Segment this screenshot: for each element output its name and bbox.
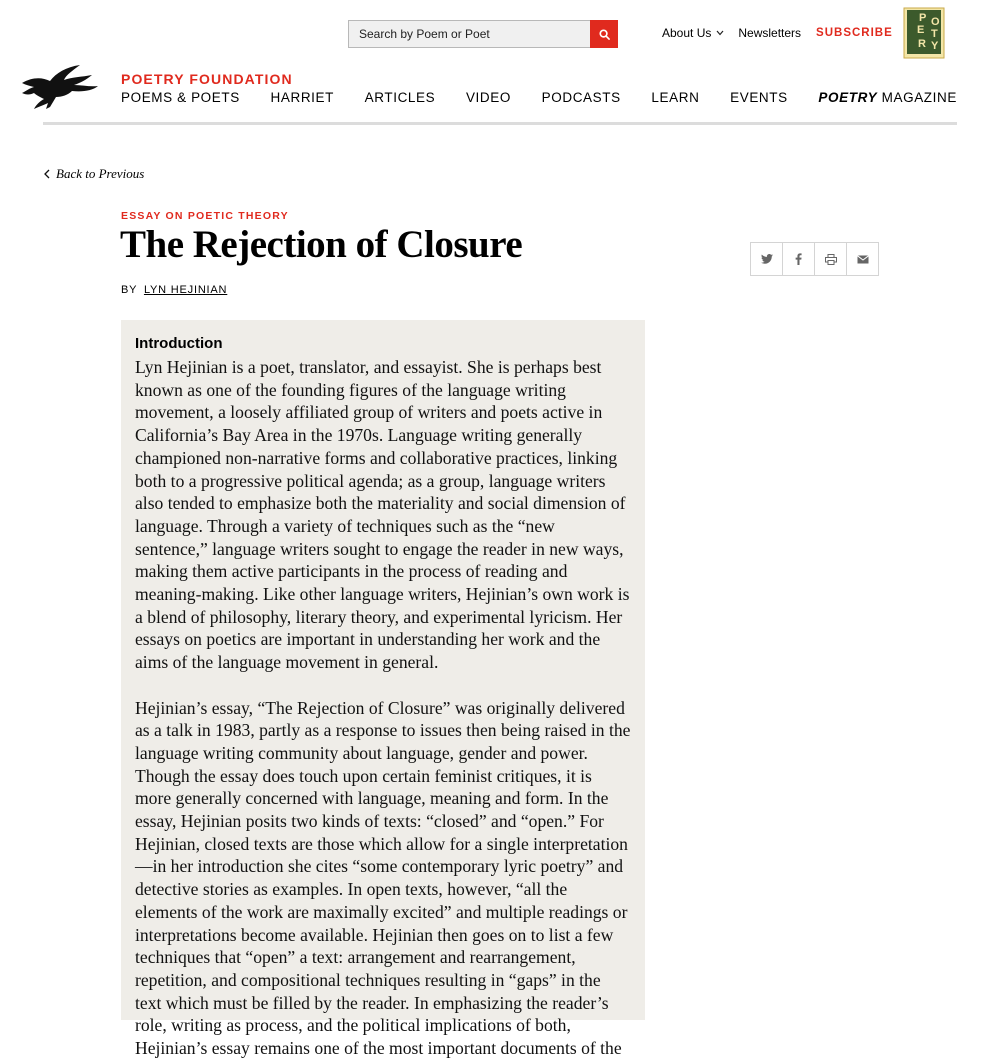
print-icon xyxy=(825,254,837,265)
nav-poems-poets[interactable]: POEMS & POETS xyxy=(121,90,240,105)
print-button[interactable] xyxy=(815,243,847,275)
brand-name[interactable]: POETRY FOUNDATION xyxy=(121,71,293,87)
badge-letter: T xyxy=(931,28,938,40)
search-icon xyxy=(599,29,610,40)
introduction-box xyxy=(121,320,645,1059)
share-facebook-button[interactable] xyxy=(783,243,815,275)
badge-letter: R xyxy=(918,38,926,50)
badge-letter: E xyxy=(917,24,925,36)
search-input[interactable] xyxy=(348,20,590,48)
search-bar xyxy=(348,20,618,48)
utility-nav xyxy=(662,26,893,40)
nav-podcasts[interactable]: PODCASTS xyxy=(541,90,621,105)
introduction-paragraph: Lyn Hejinian is a poet, translator, and essayist. She is perhaps best known as one of the founding figures of the language writing movement, a loosely affiliated group of writers and poets active in California’s Bay Area in the 1970s. Language writing generally championed non-narrative forms and collaborative practices, linking both to a progressive political agenda; as a group, language writers also tended to emphasize both the materiality and social dimension of language. Through a variety of techniques such as the “new sentence,” language writers sought to engage the reader in new ways, making them active participants in the process of reading and meaning-making. Like other language writers, Hejinian’s own work is a blend of philosophy, literary theory, and experimental lyricism. Her essays on poetics are important in understanding her work and the aims of the language movement in general. xyxy=(135,357,630,673)
nav-magazine-rest: MAGAZINE xyxy=(877,90,957,105)
nav-articles[interactable]: ARTICLES xyxy=(364,90,436,105)
byline xyxy=(121,284,227,296)
page-title: The Rejection of Closure xyxy=(120,223,523,266)
share-email-button[interactable] xyxy=(847,243,878,275)
badge-letter: P xyxy=(919,12,927,24)
chevron-down-icon xyxy=(716,30,724,36)
twitter-icon xyxy=(761,254,773,264)
pegasus-logo[interactable] xyxy=(20,63,100,111)
nav-harriet[interactable]: HARRIET xyxy=(270,90,334,105)
byline-prefix: BY xyxy=(121,284,138,296)
nav-magazine-italic: POETRY xyxy=(818,90,878,105)
back-link-label: Back to Previous xyxy=(56,166,145,181)
subscribe-link[interactable]: SUBSCRIBE xyxy=(816,27,893,39)
back-link[interactable] xyxy=(44,166,144,182)
author-link[interactable]: LYN HEJINIAN xyxy=(143,284,228,296)
about-us-menu[interactable] xyxy=(662,26,724,40)
nav-events[interactable]: EVENTS xyxy=(730,90,788,105)
badge-letter: O xyxy=(931,16,940,28)
facebook-icon xyxy=(795,253,802,265)
share-twitter-button[interactable] xyxy=(751,243,783,275)
about-us-label: About Us xyxy=(662,26,712,40)
poetry-magazine-badge[interactable] xyxy=(903,7,945,59)
email-icon xyxy=(857,255,869,264)
introduction-paragraph: Hejinian’s essay, “The Rejection of Closure” was originally delivered as a talk in 1983, partly as a response to issues then being raised in the language writing community about language, gender and power. Though the essay does touch upon certain feminist critiques, it is more generally concerned with language, meaning and form. In the essay, Hejinian posits two kinds of texts: “closed” and “open.” For Hejinian, closed texts are those which allow for a single interpretation—in her introduction she cites “some contemporary lyric poetry” and detective stories as examples. In open texts, however, “all the elements of the work are maximally excited” and multiple readings or interpretations become available. Hejinian then goes on to list a few techniques that “open” a text: arrangement and rearrangement, repetition, and compositional techniques resulting in “gaps” in the text which must be filled by the reader. In emphasizing the reader’s role, writing as process, and the political implications of both, Hejinian’s essay remains one of the most important documents of the xyxy=(135,697,631,1059)
article-kicker[interactable]: ESSAY ON POETIC THEORY xyxy=(121,210,289,222)
share-toolbar xyxy=(750,242,879,276)
newsletters-link[interactable]: Newsletters xyxy=(738,26,802,40)
main-nav xyxy=(121,90,957,105)
introduction-heading: Introduction xyxy=(135,335,223,352)
nav-learn[interactable]: LEARN xyxy=(651,90,700,105)
badge-letter: Y xyxy=(931,40,939,52)
nav-poetry-magazine[interactable] xyxy=(818,90,957,105)
nav-divider xyxy=(43,122,957,125)
nav-video[interactable]: VIDEO xyxy=(465,90,511,105)
search-button[interactable] xyxy=(590,20,618,48)
chevron-left-icon xyxy=(44,169,50,179)
